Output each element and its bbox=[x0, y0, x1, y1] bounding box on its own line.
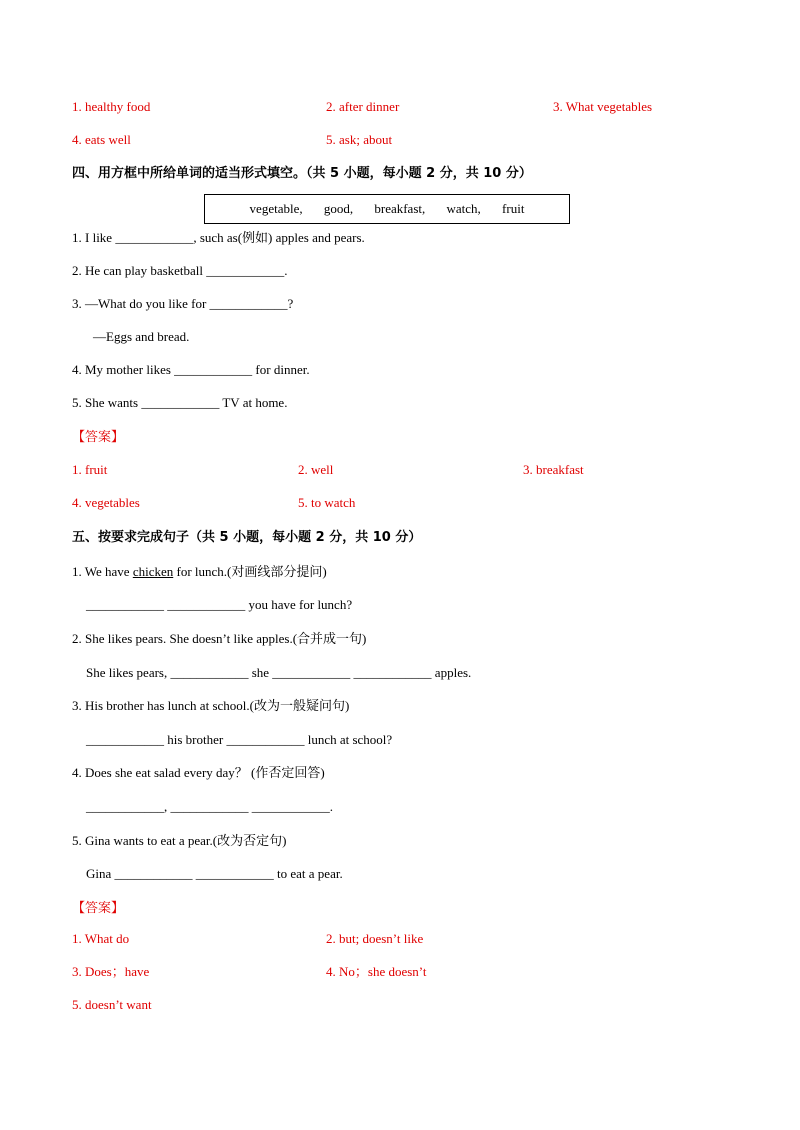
sec4-answer-3: 3. breakfast bbox=[523, 462, 584, 477]
sec5-question-3: 3. His brother has lunch at school.(改为一般疑问句) bbox=[72, 698, 350, 713]
sec5-question-5: 5. Gina wants to eat a pear.(改为否定句) bbox=[72, 833, 287, 848]
sec5-question-4-blank: ____________, ____________ ____________. bbox=[86, 799, 333, 814]
sec5-question-1 bbox=[72, 564, 327, 580]
sec5-title: 五、按要求完成句子（共 5 小题，每小题 2 分，共 10 分） bbox=[72, 530, 422, 545]
sec4-question-4: 4. My mother likes ____________ for dinner. bbox=[72, 362, 310, 377]
sec5-question-4: 4. Does she eat salad every day？ (作否定回答) bbox=[72, 765, 325, 780]
sec5-question-1-blank: ____________ ____________ you have for lunch? bbox=[86, 597, 353, 612]
sec4-answer-4: 4. vegetables bbox=[72, 495, 140, 510]
sec5-answer-3: 3. Does；have bbox=[72, 964, 150, 979]
sec5-question-5-blank: Gina ____________ ____________ to eat a pear. bbox=[86, 866, 343, 881]
word-box-item: watch, bbox=[446, 201, 481, 216]
word-box-list bbox=[205, 201, 569, 217]
sec5-answer-5: 5. doesn’t want bbox=[72, 997, 152, 1012]
sec5-question-3-blank: ____________ his brother ____________ lunch at school? bbox=[86, 732, 393, 747]
sec4-answer-2: 2. well bbox=[298, 462, 334, 477]
sec4-answer-5: 5. to watch bbox=[298, 495, 356, 510]
word-box bbox=[204, 194, 570, 224]
sec4-question-3-reply: —Eggs and bread. bbox=[93, 329, 190, 344]
sec3-answer-2: 2. after dinner bbox=[326, 99, 400, 114]
sec5-answer-label: 【答案】 bbox=[72, 900, 125, 915]
sec4-answer-label: 【答案】 bbox=[72, 429, 125, 444]
sec5-question-1-underlined: chicken bbox=[132, 564, 174, 579]
word-box-item: good, bbox=[323, 201, 354, 216]
sec5-question-2: 2. She likes pears. She doesn’t like apples.(合并成一句) bbox=[72, 631, 367, 646]
sec5-question-1-post: for lunch.(对画线部分提问) bbox=[173, 564, 327, 579]
sec3-answer-1: 1. healthy food bbox=[72, 99, 151, 114]
sec4-question-3: 3. —What do you like for ____________? bbox=[72, 296, 294, 311]
sec4-title: 四、用方框中所给单词的适当形式填空。（共 5 小题，每小题 2 分，共 10 分） bbox=[72, 166, 532, 181]
sec5-answer-4: 4. No；she doesn’t bbox=[326, 964, 427, 979]
word-box-item: breakfast, bbox=[374, 201, 426, 216]
word-box-item: fruit bbox=[502, 201, 525, 216]
sec4-answer-1: 1. fruit bbox=[72, 462, 108, 477]
sec3-answer-4: 4. eats well bbox=[72, 132, 131, 147]
sec4-question-2: 2. He can play basketball ____________. bbox=[72, 263, 288, 278]
sec3-answer-3: 3. What vegetables bbox=[553, 99, 653, 114]
sec4-question-5: 5. She wants ____________ TV at home. bbox=[72, 395, 288, 410]
sec5-answer-2: 2. but; doesn’t like bbox=[326, 931, 424, 946]
sec4-question-1: 1. I like ____________, such as(例如) apples and pears. bbox=[72, 230, 365, 245]
sec5-question-2-blank: She likes pears, ____________ she ____________ ____________ apples. bbox=[86, 665, 472, 680]
word-box-item: vegetable, bbox=[249, 201, 303, 216]
sec3-answer-5: 5. ask; about bbox=[326, 132, 393, 147]
sec5-answer-1: 1. What do bbox=[72, 931, 130, 946]
sec5-question-1-pre: 1. We have bbox=[72, 564, 133, 579]
